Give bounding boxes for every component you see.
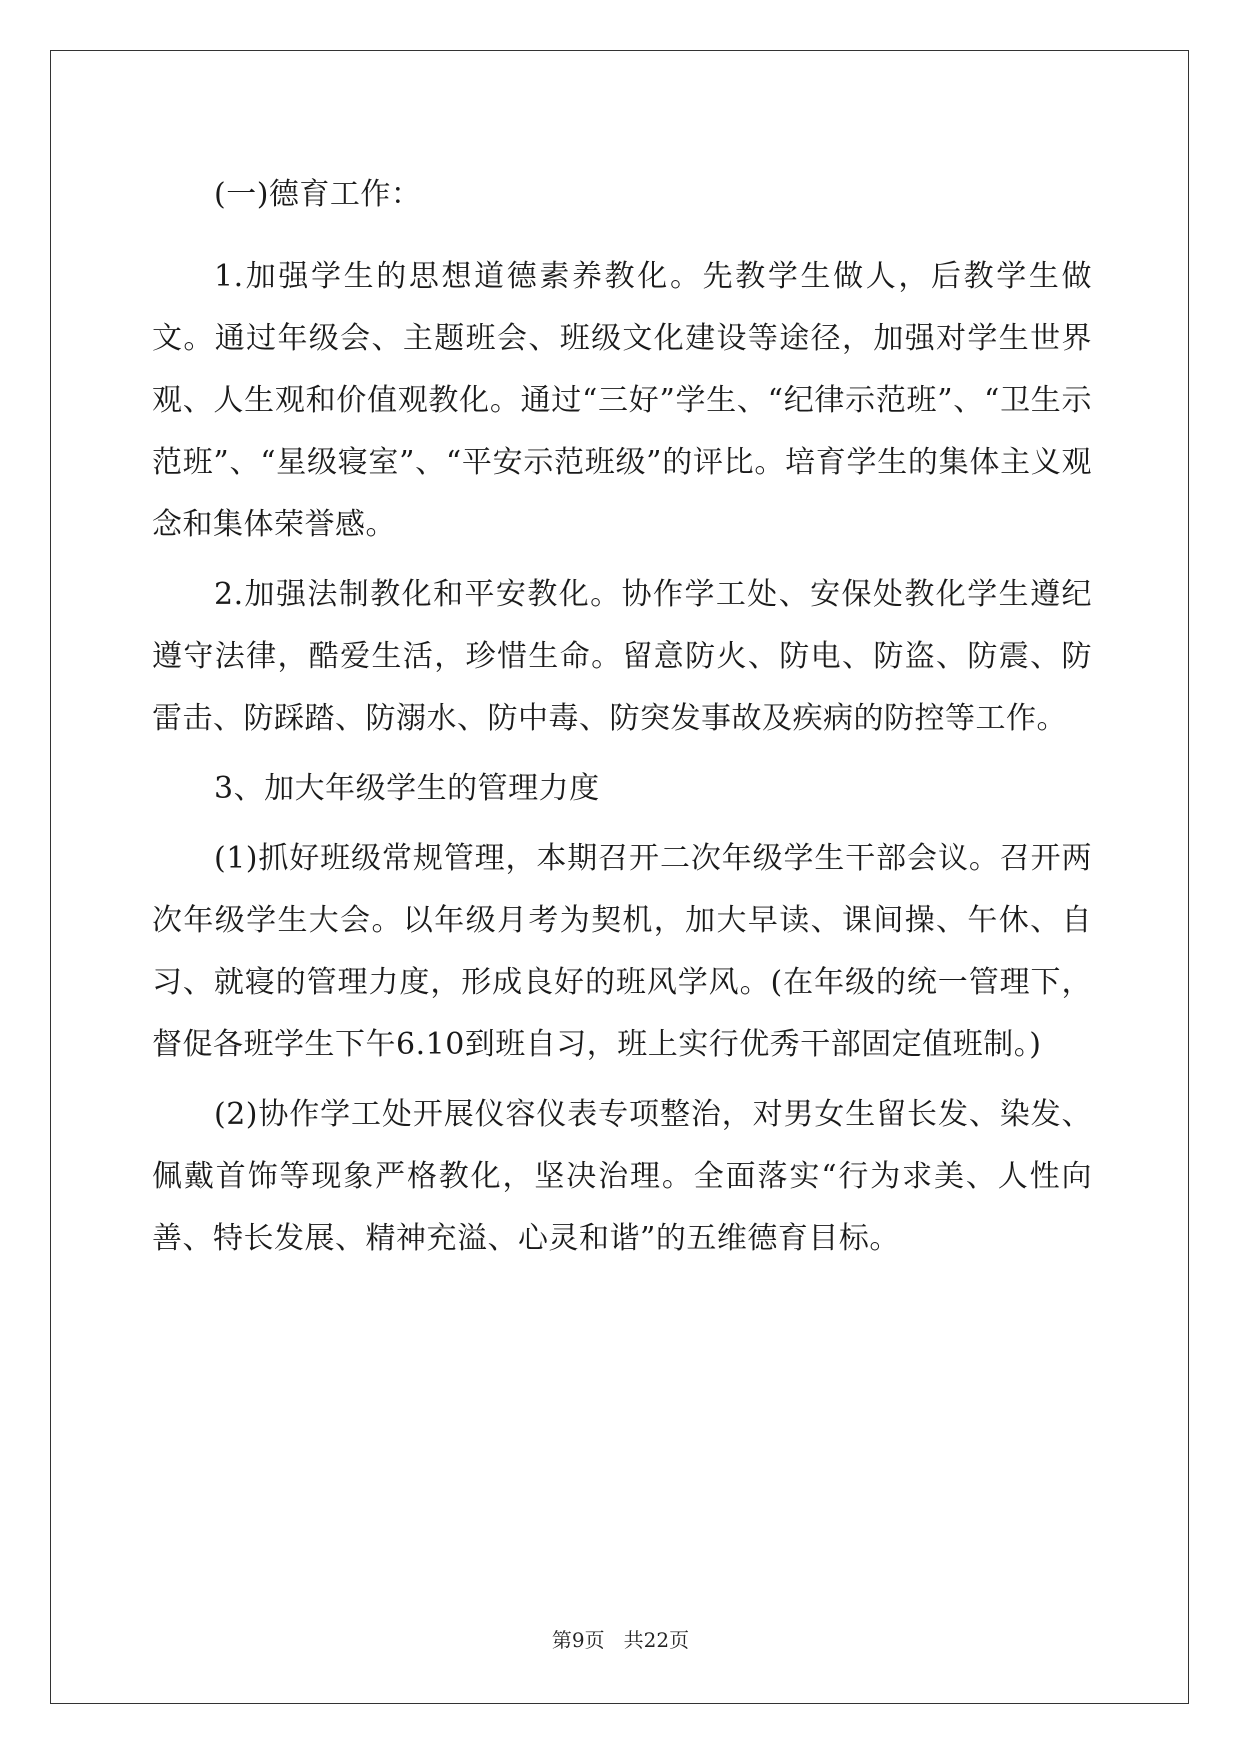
- section-heading: (一)德育工作：: [214, 177, 422, 212]
- page-total: 共22页: [623, 1628, 690, 1652]
- page-footer: [0, 1624, 1241, 1653]
- paragraph-1: 1.加强学生的思想道德素养教化。先教学生做人，后教学生做文。通过年级会、主题班会、班级文化建设等途径，加强对学生世界观、人生观和价值观教化。通过“三好”学生、“纪律示范班”、“卫生示范班”、“星级寝室”、“平安示范班级”的评比。培育学生的集体主义观念和集体荣誉感。: [152, 259, 1092, 542]
- document-body: [152, 164, 1092, 1278]
- paragraph-2: 2.加强法制教化和平安教化。协作学工处、安保处教化学生遵纪遵守法律，酷爱生活，珍惜生命。留意防火、防电、防盗、防震、防雷击、防踩踏、防溺水、防中毒、防突发事故及疾病的防控等工作。: [152, 577, 1092, 736]
- paragraph-4: (1)抓好班级常规管理，本期召开二次年级学生干部会议。召开两次年级学生大会。以年级月考为契机，加大早读、课间操、午休、自习、就寝的管理力度，形成良好的班风学风。(在年级的统一管理下，督促各班学生下午6.10到班自习，班上实行优秀干部固定值班制。): [152, 841, 1092, 1062]
- page-number: 第9页: [551, 1628, 605, 1652]
- paragraph-5: (2)协作学工处开展仪容仪表专项整治，对男女生留长发、染发、佩戴首饰等现象严格教化，坚决治理。全面落实“行为求美、人性向善、特长发展、精神充溢、心灵和谐”的五维德育目标。: [152, 1097, 1092, 1256]
- paragraph-3: 3、加大年级学生的管理力度: [214, 771, 600, 806]
